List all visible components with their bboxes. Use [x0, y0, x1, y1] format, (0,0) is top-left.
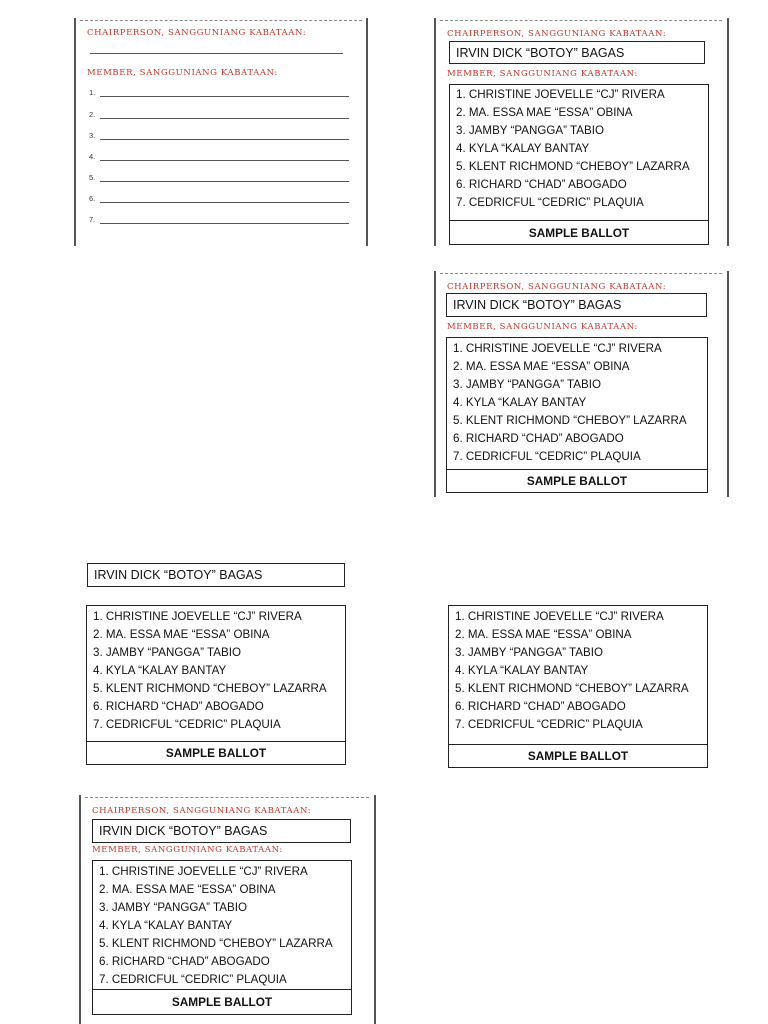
member-item: 1. CHRISTINE JOEVELLE “CJ” RIVERA	[456, 88, 665, 101]
member-list-box	[92, 860, 352, 1015]
member-item: 6. RICHARD “CHAD” ABOGADO	[456, 178, 627, 191]
sample-ballot-label: SAMPLE BALLOT	[93, 989, 351, 1014]
sample-ballot-label: SAMPLE BALLOT	[450, 220, 708, 244]
sample-ballot-label: SAMPLE BALLOT	[447, 469, 707, 492]
member-item: 5. KLENT RICHMOND “CHEBOY” LAZARRA	[93, 682, 327, 695]
chairperson-blank-line	[90, 53, 343, 54]
chairperson-header: CHAIRPERSON, SANGGUNIANG KABATAAN:	[447, 282, 667, 292]
chairperson-header: CHAIRPERSON, SANGGUNIANG KABATAAN:	[87, 28, 307, 38]
chairperson-name-box: IRVIN DICK “BOTOY” BAGAS	[446, 293, 707, 317]
member-item: 5. KLENT RICHMOND “CHEBOY” LAZARRA	[456, 160, 690, 173]
left-border	[74, 18, 76, 246]
chairperson-name-box: IRVIN DICK “BOTOY” BAGAS	[87, 563, 345, 587]
chairperson-name-box: IRVIN DICK “BOTOY” BAGAS	[449, 41, 705, 64]
right-border	[727, 18, 729, 246]
member-blank-lines	[89, 88, 349, 238]
member-item: 2. MA. ESSA MAE “ESSA” OBINA	[93, 628, 270, 641]
member-item: 3. JAMBY “PANGGA” TABIO	[456, 124, 604, 137]
member-item: 7. CEDRICFUL “CEDRIC” PLAQUIA	[456, 196, 644, 209]
blank-row: 3.	[89, 131, 349, 140]
member-item: 5. KLENT RICHMOND “CHEBOY” LAZARRA	[99, 937, 333, 950]
member-item: 3. JAMBY “PANGGA” TABIO	[453, 378, 601, 391]
member-list-box	[446, 337, 708, 493]
member-list-box-left	[86, 605, 346, 765]
blank-row: 4.	[89, 152, 349, 161]
right-border	[727, 271, 729, 497]
blank-row: 5.	[89, 173, 349, 182]
member-header: MEMBER, SANGGUNIANG KABATAAN:	[447, 69, 638, 79]
member-item: 4. KYLA “KALAY BANTAY	[93, 664, 227, 677]
blank-row: 1.	[89, 88, 349, 97]
blank-row: 2.	[89, 110, 349, 119]
member-item: 1. CHRISTINE JOEVELLE “CJ” RIVERA	[99, 865, 308, 878]
left-border	[434, 18, 436, 246]
member-item: 4. KYLA “KALAY BANTAY	[455, 664, 589, 677]
dashed-top-border	[440, 20, 722, 21]
member-item: 1. CHRISTINE JOEVELLE “CJ” RIVERA	[93, 610, 302, 623]
blank-row: 7.	[89, 215, 349, 224]
filled-ballot-bottom-left	[79, 795, 376, 1024]
dashed-top-border	[440, 273, 722, 274]
member-item: 7. CEDRICFUL “CEDRIC” PLAQUIA	[455, 718, 643, 731]
sample-ballot-label: SAMPLE BALLOT	[449, 744, 707, 767]
member-item: 2. MA. ESSA MAE “ESSA” OBINA	[455, 628, 632, 641]
member-item: 7. CEDRICFUL “CEDRIC” PLAQUIA	[93, 718, 281, 731]
member-item: 6. RICHARD “CHAD” ABOGADO	[453, 432, 624, 445]
dashed-top-border	[85, 797, 369, 798]
member-item: 2. MA. ESSA MAE “ESSA” OBINA	[456, 106, 633, 119]
member-item: 1. CHRISTINE JOEVELLE “CJ” RIVERA	[455, 610, 664, 623]
member-list-box	[449, 84, 709, 245]
member-item: 5. KLENT RICHMOND “CHEBOY” LAZARRA	[453, 414, 687, 427]
member-item: 4. KYLA “KALAY BANTAY	[99, 919, 233, 932]
member-list-box-right	[448, 605, 708, 768]
member-item: 5. KLENT RICHMOND “CHEBOY” LAZARRA	[455, 682, 689, 695]
chairperson-header: CHAIRPERSON, SANGGUNIANG KABATAAN:	[92, 806, 312, 816]
member-item: 4. KYLA “KALAY BANTAY	[453, 396, 587, 409]
member-item: 6. RICHARD “CHAD” ABOGADO	[455, 700, 626, 713]
member-item: 2. MA. ESSA MAE “ESSA” OBINA	[453, 360, 630, 373]
member-header: MEMBER, SANGGUNIANG KABATAAN:	[447, 322, 638, 332]
left-border	[434, 271, 436, 497]
member-item: 1. CHRISTINE JOEVELLE “CJ” RIVERA	[453, 342, 662, 355]
sample-ballot-label: SAMPLE BALLOT	[87, 741, 345, 764]
member-item: 3. JAMBY “PANGGA” TABIO	[93, 646, 241, 659]
member-item: 2. MA. ESSA MAE “ESSA” OBINA	[99, 883, 276, 896]
blank-ballot-template	[74, 18, 369, 246]
member-item: 6. RICHARD “CHAD” ABOGADO	[93, 700, 264, 713]
member-item: 3. JAMBY “PANGGA” TABIO	[455, 646, 603, 659]
member-header: MEMBER, SANGGUNIANG KABATAAN:	[92, 845, 283, 855]
member-header: MEMBER, SANGGUNIANG KABATAAN:	[87, 68, 278, 78]
right-border	[366, 18, 368, 246]
left-border	[79, 795, 81, 1024]
member-item: 7. CEDRICFUL “CEDRIC” PLAQUIA	[99, 973, 287, 986]
chairperson-name-box: IRVIN DICK “BOTOY” BAGAS	[92, 819, 351, 843]
dashed-top-border	[80, 20, 362, 21]
chairperson-header: CHAIRPERSON, SANGGUNIANG KABATAAN:	[447, 29, 667, 39]
member-item: 7. CEDRICFUL “CEDRIC” PLAQUIA	[453, 450, 641, 463]
filled-ballot-middle-right	[434, 271, 730, 497]
right-border	[374, 795, 376, 1024]
member-item: 6. RICHARD “CHAD” ABOGADO	[99, 955, 270, 968]
filled-ballot-top-right	[434, 18, 730, 246]
member-item: 4. KYLA “KALAY BANTAY	[456, 142, 590, 155]
blank-row: 6.	[89, 194, 349, 203]
member-item: 3. JAMBY “PANGGA” TABIO	[99, 901, 247, 914]
